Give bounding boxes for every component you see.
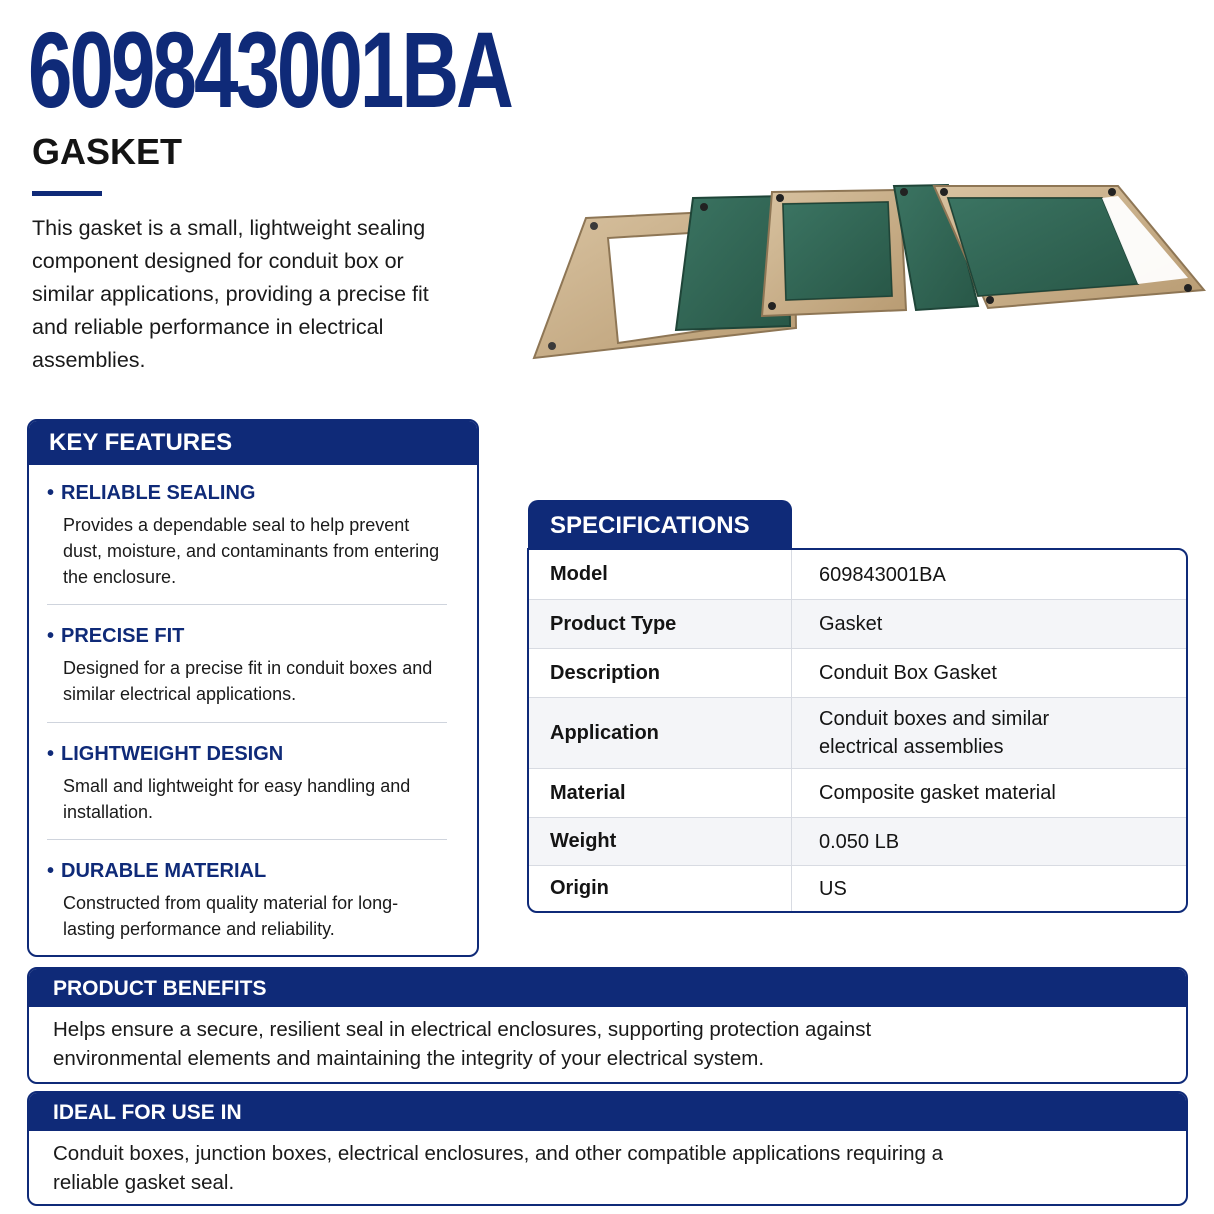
spec-label: Product Type: [529, 600, 792, 648]
bullet-icon: •: [47, 743, 55, 765]
product-benefits-panel: [27, 967, 1188, 1084]
spec-label: Origin: [529, 866, 792, 911]
feature-item: [47, 481, 447, 590]
feature-title: LIGHTWEIGHT DESIGN: [61, 743, 284, 765]
spec-value: 0.050 LB: [819, 830, 900, 853]
spec-label: Description: [529, 649, 792, 697]
bullet-icon: •: [47, 860, 55, 882]
product-name: GASKET: [32, 131, 183, 172]
product-benefits-text: Helps ensure a secure, resilient seal in electrical enclosures, supporting protection against environmental elements and maintaining the integrity of your electrical system.: [53, 1018, 872, 1070]
product-intro: This gasket is a small, lightweight sealing component designed for conduit box or similar applications, providing a precise fit and reliable performance in electrical assemblies.: [32, 216, 429, 372]
feature-text: Provides a dependable seal to help prevent dust, moisture, and contaminants from entering the enclosure.: [63, 515, 440, 587]
feature-title: DURABLE MATERIAL: [61, 860, 267, 882]
bullet-icon: •: [47, 625, 55, 647]
spec-value: Conduit Box Gasket: [819, 662, 997, 684]
key-features-title: KEY FEATURES: [29, 421, 477, 465]
specifications-title: SPECIFICATIONS: [528, 500, 792, 550]
feature-text: Designed for a precise fit in conduit boxes and similar electrical applications.: [63, 658, 433, 704]
feature-title: RELIABLE SEALING: [61, 482, 256, 504]
spec-label: Application: [529, 698, 792, 768]
feature-item: [47, 859, 447, 942]
spec-row-description: [529, 649, 1186, 698]
spec-row-origin: [529, 866, 1186, 911]
spec-value: 609843001BA: [819, 563, 946, 586]
spec-value: Gasket: [819, 613, 883, 635]
spec-row-application: [529, 698, 1186, 769]
specifications-table: [527, 548, 1188, 913]
ideal-for-title: IDEAL FOR USE IN: [29, 1093, 1186, 1131]
bullet-icon: •: [47, 482, 55, 504]
spec-row-product-type: [529, 600, 1186, 649]
spec-value: Composite gasket material: [819, 782, 1056, 804]
gasket-product-image: [528, 178, 1210, 368]
key-features-card: [27, 419, 479, 957]
spec-label: Material: [529, 769, 792, 817]
accent-rule: [32, 191, 102, 196]
ideal-for-text: Conduit boxes, junction boxes, electrical enclosures, and other compatible applications requiring a reliable gasket seal.: [53, 1142, 943, 1194]
feature-divider: [47, 839, 447, 840]
feature-divider: [47, 722, 447, 723]
feature-title: PRECISE FIT: [61, 625, 185, 647]
spec-row-weight: [529, 818, 1186, 866]
spec-label: Model: [529, 550, 792, 599]
feature-item: [47, 742, 447, 825]
spec-value: US: [819, 877, 847, 900]
feature-text: Small and lightweight for easy handling and installation.: [63, 776, 411, 822]
model-number-title: 609843001BA: [28, 9, 511, 130]
product-benefits-title: PRODUCT BENEFITS: [29, 969, 1186, 1007]
feature-item: [47, 624, 447, 707]
spec-label: Weight: [529, 818, 792, 865]
spec-row-model: [529, 550, 1186, 600]
spec-row-material: [529, 769, 1186, 818]
feature-divider: [47, 604, 447, 605]
ideal-for-panel: [27, 1091, 1188, 1206]
spec-value: Conduit boxes and similar electrical assemblies: [819, 708, 1050, 758]
feature-text: Constructed from quality material for long-lasting performance and reliability.: [63, 893, 399, 939]
